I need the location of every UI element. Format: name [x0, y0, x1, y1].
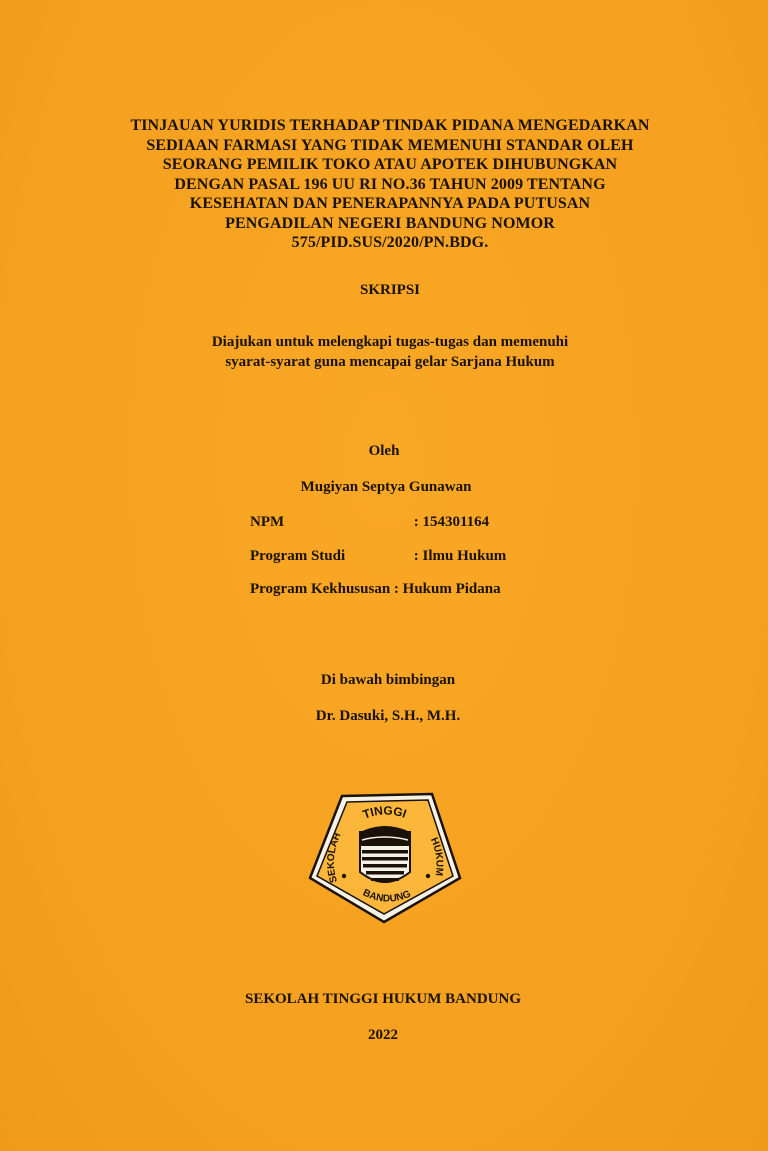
logo-dot-left	[342, 874, 346, 878]
supervision-label: Di bawah bimbingan	[320, 672, 456, 688]
npm-row	[250, 514, 489, 531]
purpose-statement	[0, 332, 768, 372]
purpose-line: syarat-syarat guna mencapai gelar Sarjana Hukum	[225, 354, 555, 370]
logo-text-bottom: BANDUNG	[360, 887, 413, 905]
title-line: 575/PID.SUS/2020/PN.BDG.	[291, 234, 489, 251]
logo-shield-icon	[360, 826, 410, 882]
institution-logo	[304, 790, 464, 925]
program-studi-label: Program Studi	[250, 548, 346, 564]
author-name: Mugiyan Septya Gunawan	[300, 479, 472, 495]
program-kekhususan-label: Program Kekhususan	[250, 581, 391, 597]
thesis-title	[90, 116, 690, 253]
logo-text-left: SEKOLAH	[325, 831, 344, 884]
title-line: PENGADILAN NEGERI BANDUNG NOMOR	[225, 214, 555, 232]
title-line: KESEHATAN DAN PENERAPANNYA PADA PUTUSAN	[189, 195, 591, 212]
title-line: TINJAUAN YURIDIS TERHADAP TINDAK PIDANA MENGEDARKAN	[130, 117, 650, 134]
document-type: SKRIPSI	[359, 282, 421, 298]
program-studi-row	[250, 548, 506, 565]
logo-text-top: TINGGI	[360, 803, 409, 822]
program-kekhususan-row	[250, 581, 501, 598]
title-line: SEORANG PEMILIK TOKO ATAU APOTEK DIHUBUNGKAN	[162, 156, 618, 173]
institution-name: SEKOLAH TINGGI HUKUM BANDUNG	[244, 991, 521, 1007]
supervisor-name: Dr. Dasuki, S.H., M.H.	[315, 708, 461, 724]
by-label: Oleh	[368, 443, 400, 459]
program-kekhususan-value: : Hukum Pidana	[393, 581, 501, 597]
program-studi-value: : Ilmu Hukum	[413, 548, 507, 564]
purpose-line: Diajukan untuk melengkapi tugas-tugas dan memenuhi	[211, 334, 569, 350]
year: 2022	[368, 1027, 398, 1043]
npm-label: NPM	[250, 514, 285, 530]
logo-dot-right	[426, 874, 430, 878]
title-line: DENGAN PASAL 196 UU RI NO.36 TAHUN 2009 TENTANG	[174, 175, 606, 193]
title-line: SEDIAAN FARMASI YANG TIDAK MEMENUHI STANDAR OLEH	[146, 136, 634, 154]
npm-value: : 154301164	[413, 514, 490, 530]
logo-text-right: HUKUM	[427, 836, 445, 877]
